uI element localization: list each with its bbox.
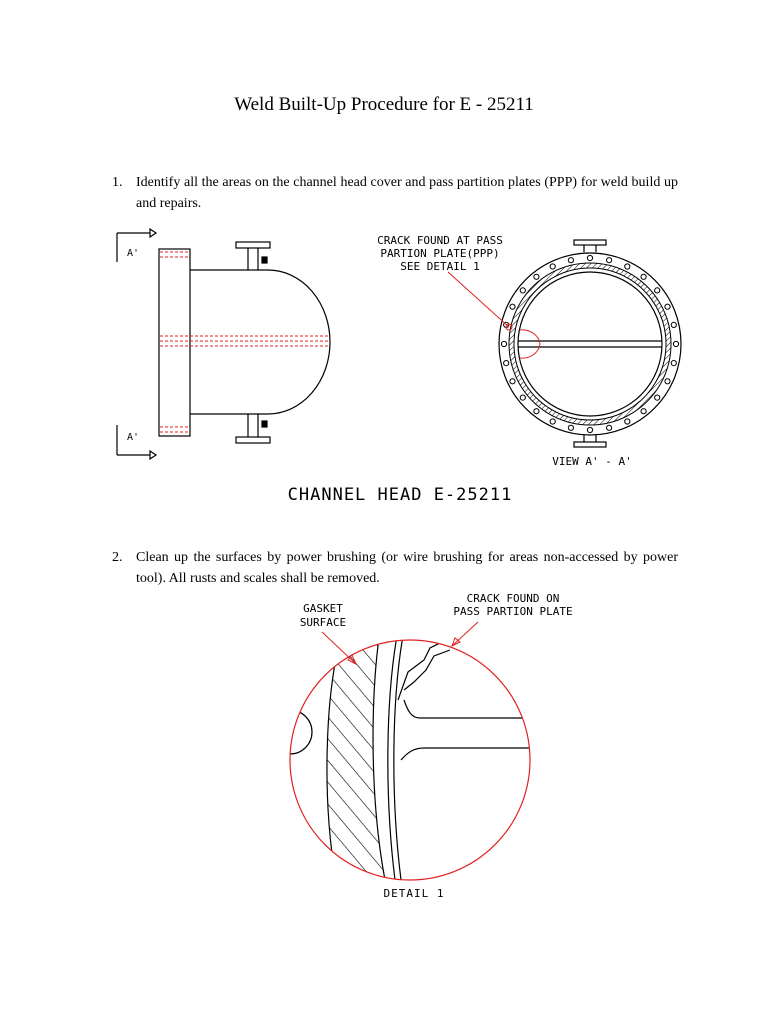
figure-1-caption: CHANNEL HEAD E-25211 [287, 485, 513, 505]
step-1-text: Identify all the areas on the channel head cover and pass partition plates (PPP) for weld build up and repairs. [136, 175, 678, 211]
bolt-hole [655, 288, 660, 293]
bolt-hole [641, 274, 646, 279]
crack-label-line-1: CRACK FOUND ON [466, 592, 560, 605]
channel-head-side-view [117, 229, 330, 459]
bolt-hole [665, 304, 670, 309]
bolt-hole [587, 427, 592, 432]
crack-label-line-2: PASS PARTION PLATE [453, 605, 573, 618]
gasket-label-line-1: GASKET [303, 602, 343, 615]
figure-2-caption: DETAIL 1 [383, 887, 445, 900]
bottom-nozzle [236, 414, 270, 443]
outer-flange-ring [499, 253, 681, 435]
bolt-hole [665, 379, 670, 384]
channel-head-front-view [448, 240, 681, 447]
bolt-hole [501, 341, 506, 346]
bolt-hole [655, 395, 660, 400]
top-nozzle [236, 242, 270, 270]
head-shell [190, 270, 330, 414]
bolt-hole [568, 425, 573, 430]
bolt-hole [625, 264, 630, 269]
crack-callout-line-3: SEE DETAIL 1 [400, 260, 480, 273]
bolt-hole [625, 419, 630, 424]
gasket-label-line-2: SURFACE [299, 616, 347, 629]
crack-callout-line-2: PARTION PLATE(PPP) [380, 247, 500, 260]
detail-1-drawing [290, 620, 530, 880]
step-2-text: Clean up the surfaces by power brushing (or wire brushing for areas non-accessed by power tool). All rusts and scales shall be removed. [136, 550, 678, 586]
view-label: VIEW A' - A' [552, 455, 632, 468]
bolt-hole [568, 258, 573, 263]
bolt-hole [550, 264, 555, 269]
bolt-hole [673, 341, 678, 346]
bolt-hole [510, 379, 515, 384]
bolt-hole [520, 288, 525, 293]
step-2-number: 2. [112, 550, 123, 565]
section-marker-top: A' [127, 248, 140, 259]
bolt-hole [587, 255, 592, 260]
bolt-hole [607, 258, 612, 263]
detail-circle [290, 640, 530, 880]
section-marker-bottom: A' [127, 432, 140, 443]
document-title: Weld Built-Up Procedure for E - 25211 [234, 94, 534, 115]
flange [159, 249, 190, 436]
gasket-surface [327, 630, 385, 880]
bolt-hole [607, 425, 612, 430]
bolt-hole [520, 395, 525, 400]
bolt-hole [534, 274, 539, 279]
bolt-hole [510, 304, 515, 309]
bolt-hole [504, 361, 509, 366]
bolt-holes [501, 255, 678, 432]
bolt-hole [671, 361, 676, 366]
bolt-hole [641, 409, 646, 414]
crack-callout-line-1: CRACK FOUND AT PASS [377, 234, 503, 247]
bolt-hole [534, 409, 539, 414]
bolt-hole [671, 322, 676, 327]
bolt-hole [550, 419, 555, 424]
step-1-number: 1. [112, 175, 123, 190]
